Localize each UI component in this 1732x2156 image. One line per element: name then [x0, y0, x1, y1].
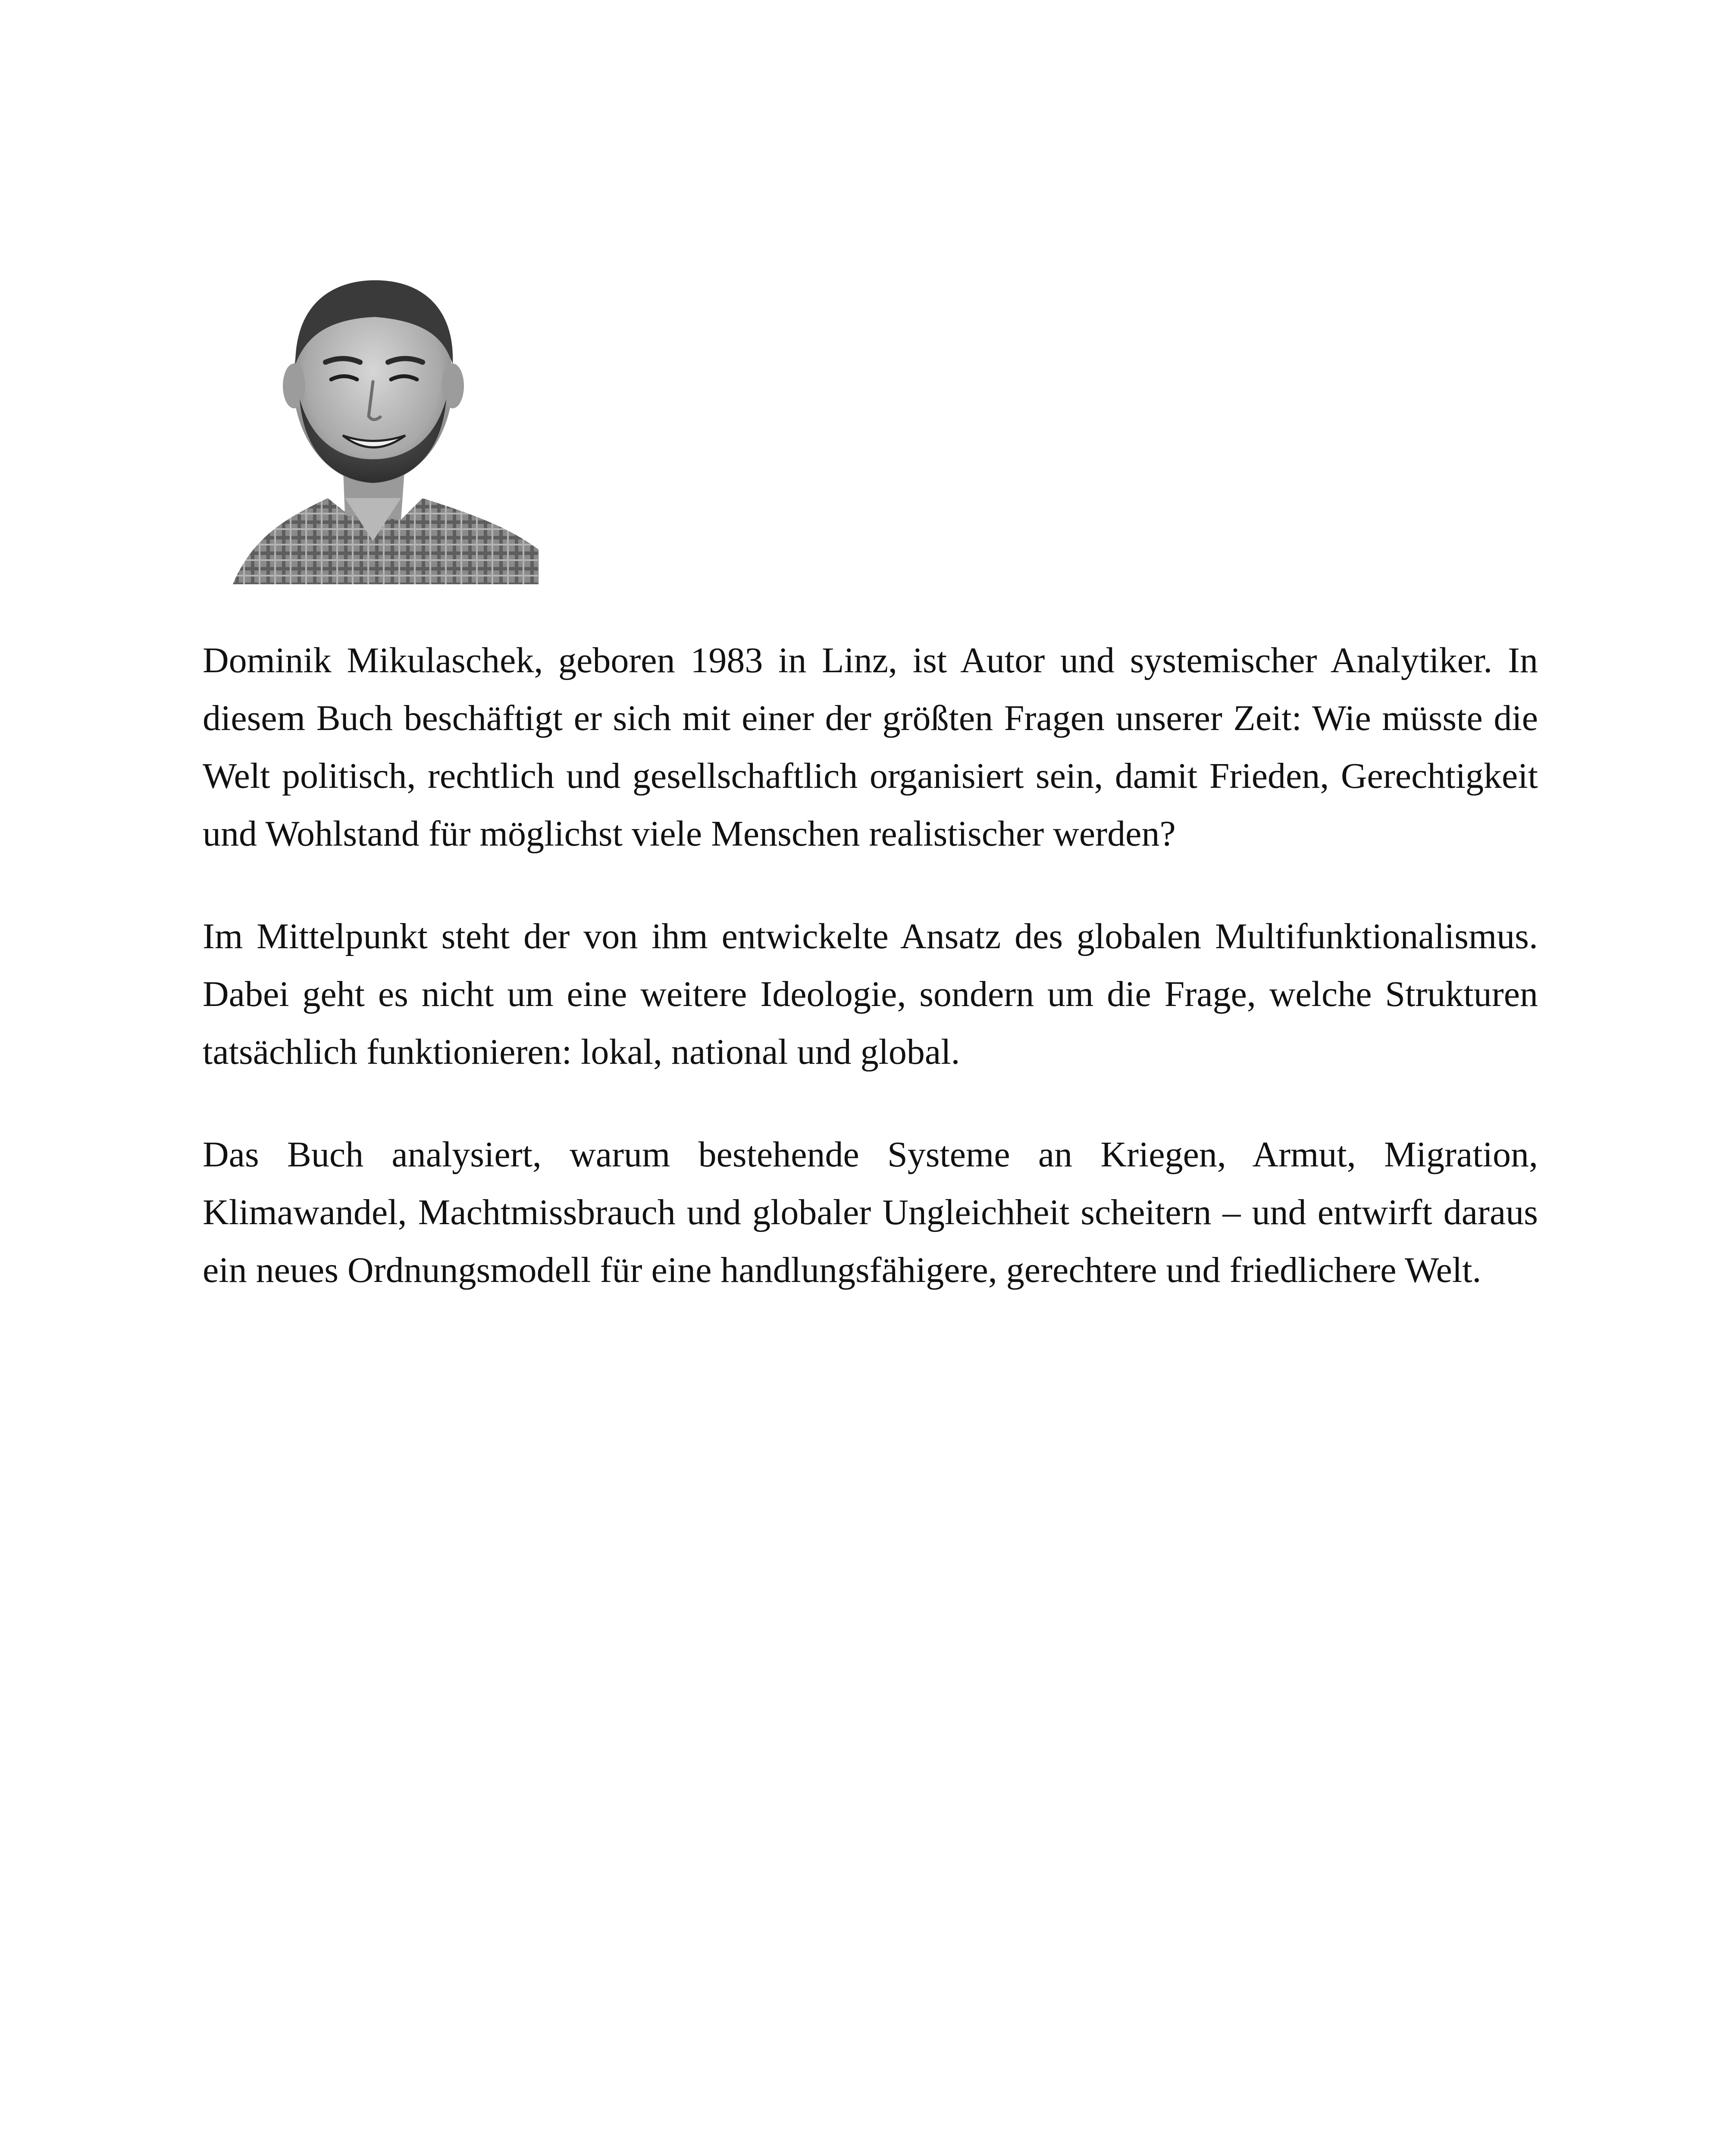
portrait-icon	[220, 257, 539, 584]
bio-paragraph-1: Dominik Mikulaschek, geboren 1983 in Linz, ist Autor und systemischer Analytiker. In diesem Buch beschäftigt er sich mit einer der größten Fragen unserer Zeit: Wie müsste die Welt politisch, rechtlich und gesellschaftlich organisiert sein, damit Frieden, Gerechtigkeit und Wohlstand für möglichst viele Menschen realistischer werden?	[203, 640, 1538, 854]
author-photo	[220, 257, 539, 584]
bio-paragraph-2: Im Mittelpunkt steht der von ihm entwickelte Ansatz des globalen Multifunktionalismus. Dabei geht es nicht um eine weitere Ideologie, sondern um die Frage, welche Strukturen tatsächlich funktionieren: lokal, national und global.	[203, 916, 1538, 1072]
bio-paragraph-3: Das Buch analysiert, warum bestehende Systeme an Kriegen, Armut, Migration, Klimawandel, Machtmissbrauch und globaler Ungleichheit scheitern – und entwirft daraus ein neues Ordnungsmodell für eine handlungsfähigere, gerechtere und friedlichere Welt.	[203, 1134, 1538, 1290]
author-bio	[203, 632, 1538, 1344]
